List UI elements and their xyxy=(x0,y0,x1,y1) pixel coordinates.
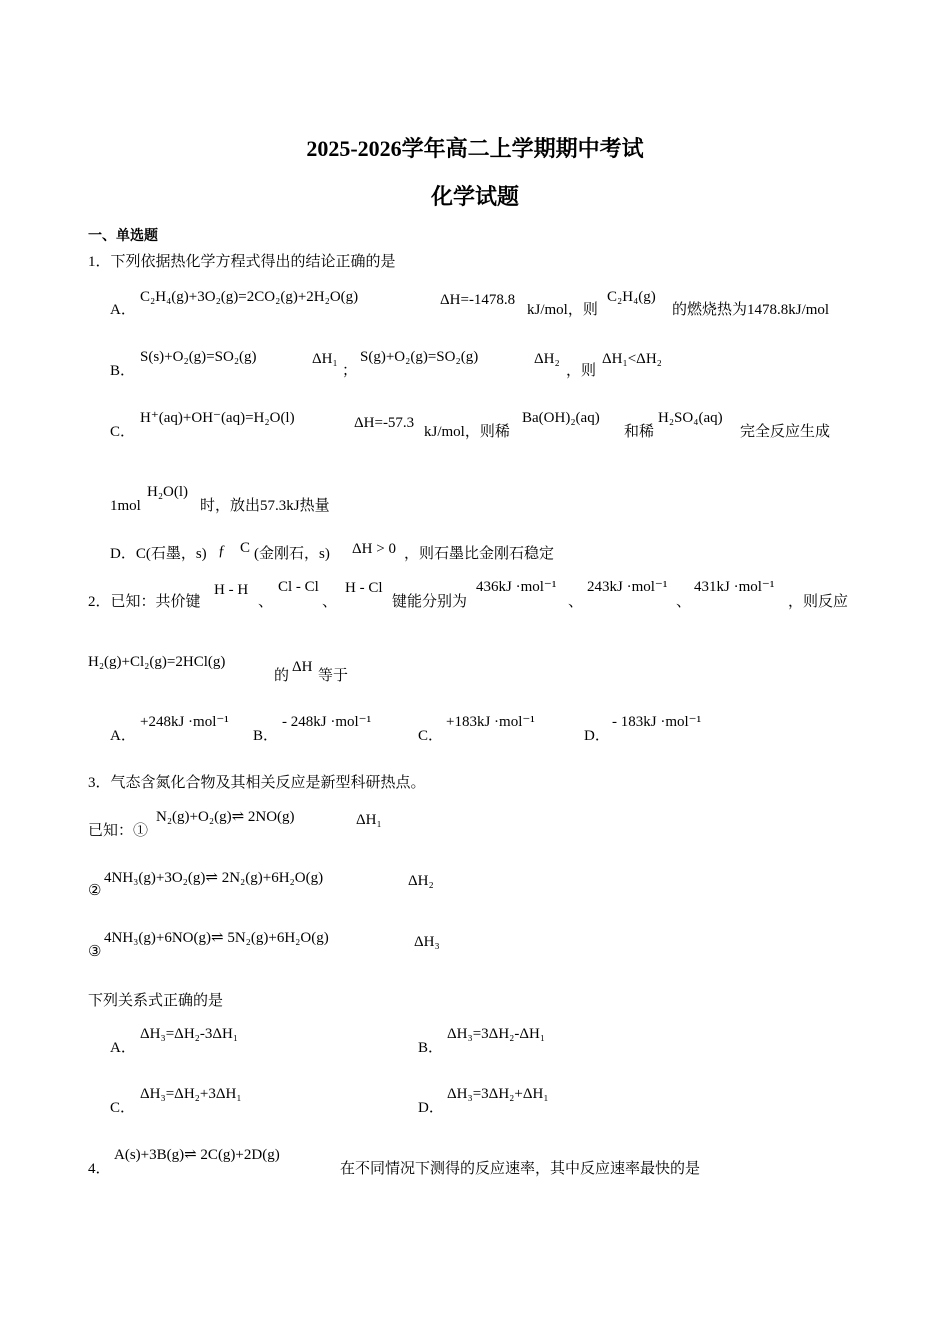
q1-d-text2: ，则石墨比金刚石稳定 xyxy=(404,546,555,562)
q2-text2: ，则反应 xyxy=(788,594,849,610)
q3-option-a-value: ΔH₃=ΔH₂-3ΔH₁ xyxy=(140,1026,239,1042)
q1-a-dh: ΔH=-1478.8 xyxy=(440,292,516,308)
section-heading: 一、单选题 xyxy=(88,229,158,244)
q3-option-d-label: D． xyxy=(418,1100,444,1116)
q3-marker2: ② xyxy=(88,883,102,899)
q2-bond3: H - Cl xyxy=(345,580,383,596)
q4-text: 在不同情况下测得的反应速率，其中反应速率最快的是 xyxy=(340,1161,701,1177)
q1-c-cont2: 时，放出57.3kJ热量 xyxy=(200,498,330,514)
q1-d-text: (金刚石，s) xyxy=(254,546,330,562)
q3-stem: 3．气态含氮化合物及其相关反应是新型科研热点。 xyxy=(88,775,426,791)
q3-option-c-value: ΔH₃=ΔH₂+3ΔH₁ xyxy=(140,1086,242,1102)
q1-b-dh2: ΔH₂ xyxy=(534,351,560,367)
q3-marker3: ③ xyxy=(88,944,102,960)
q3-reaction2: 4NH₃(g)+3O₂(g)⇌ 2N₂(g)+6H₂O(g) xyxy=(104,870,324,886)
q3-known: 已知：① xyxy=(88,823,149,839)
q3-dh3: ΔH₃ xyxy=(414,934,440,950)
equilibrium-arrow-icon: ƒ xyxy=(218,543,226,559)
q1-a-text: kJ/mol，则 xyxy=(527,302,598,318)
q3-option-b-label: B． xyxy=(418,1040,444,1056)
exam-title: 2025-2026学年高二上学期期中考试 xyxy=(306,136,644,161)
q1-d-c: C xyxy=(240,540,251,556)
q1-b-relation: ΔH₁<ΔH₂ xyxy=(602,351,662,367)
q1-b-sep: ； xyxy=(342,363,358,379)
q2-sep4: 、 xyxy=(676,594,692,610)
q2-text4: 等于 xyxy=(318,668,349,684)
q2-energy1: 436kJ ·mol⁻¹ xyxy=(476,579,557,595)
q2-sep2: 、 xyxy=(322,594,338,610)
q1-a-species: C₂H₄(g) xyxy=(607,289,656,305)
q2-option-a-label: A． xyxy=(110,728,136,744)
q1-c-equation: H⁺(aq)+OH⁻(aq)=H₂O(l) xyxy=(140,410,295,426)
q4-equation: A(s)+3B(g)⇌ 2C(g)+2D(g) xyxy=(114,1147,280,1163)
q1-option-b-label: B． xyxy=(110,363,136,379)
q1-a-equation: C₂H₄(g)+3O₂(g)=2CO₂(g)+2H₂O(g) xyxy=(140,289,359,305)
q4-number: 4． xyxy=(88,1161,111,1177)
q2-equation: H₂(g)+Cl₂(g)=2HCl(g) xyxy=(88,654,226,670)
q2-option-b-value: - 248kJ ·mol⁻¹ xyxy=(282,714,372,730)
q2-bond1: H - H xyxy=(214,582,249,598)
q1-c-species2: H₂SO₄(aq) xyxy=(658,410,723,426)
q2-text3: 的 xyxy=(274,668,290,684)
q1-c-text2: 和稀 xyxy=(624,424,655,440)
q1-b-eq2: S(g)+O₂(g)=SO₂(g) xyxy=(360,349,479,365)
q1-c-species3: H₂O(l) xyxy=(147,484,189,500)
q2-sep3: 、 xyxy=(568,594,584,610)
q2-option-d-label: D． xyxy=(584,728,610,744)
q3-reaction1: N₂(g)+O₂(g)⇌ 2NO(g) xyxy=(156,809,295,825)
q1-b-dh1: ΔH₁ xyxy=(312,351,338,367)
q2-sep1: 、 xyxy=(258,594,274,610)
q1-c-cont1: 1mol xyxy=(110,498,141,514)
q3-reaction3: 4NH₃(g)+6NO(g)⇌ 5N₂(g)+6H₂O(g) xyxy=(104,930,329,946)
q1-option-c-label: C． xyxy=(110,424,136,440)
q2-option-c-value: +183kJ ·mol⁻¹ xyxy=(446,714,535,730)
exam-subtitle: 化学试题 xyxy=(430,184,519,209)
q1-b-text: ，则 xyxy=(566,363,597,379)
q3-ask: 下列关系式正确的是 xyxy=(88,993,224,1009)
q2-option-d-value: - 183kJ ·mol⁻¹ xyxy=(612,714,702,730)
q2-option-b-label: B． xyxy=(253,728,279,744)
q2-energy2: 243kJ ·mol⁻¹ xyxy=(587,579,668,595)
q3-dh2: ΔH₂ xyxy=(408,873,434,889)
q1-b-eq1: S(s)+O₂(g)=SO₂(g) xyxy=(140,349,257,365)
q2-option-a-value: +248kJ ·mol⁻¹ xyxy=(140,714,229,730)
q1-option-d-label: D．C(石墨，s) xyxy=(110,546,207,562)
q2-energy3: 431kJ ·mol⁻¹ xyxy=(694,579,775,595)
q3-option-b-value: ΔH₃=3ΔH₂-ΔH₁ xyxy=(447,1026,546,1042)
q2-stem: 2．已知：共价键 xyxy=(88,594,201,610)
q1-c-text: kJ/mol，则稀 xyxy=(424,424,510,440)
q1-c-species1: Ba(OH)₂(aq) xyxy=(522,410,600,426)
q1-c-dh: ΔH=-57.3 xyxy=(354,415,415,431)
q3-option-d-value: ΔH₃=3ΔH₂+ΔH₁ xyxy=(447,1086,549,1102)
q3-option-a-label: A． xyxy=(110,1040,136,1056)
q2-bond2: Cl - Cl xyxy=(278,579,319,595)
q1-option-a-label: A． xyxy=(110,302,136,318)
q1-a-text2: 的燃烧热为1478.8kJ/mol xyxy=(672,302,830,318)
q1-stem: 1．下列依据热化学方程式得出的结论正确的是 xyxy=(88,254,396,270)
q1-c-text3: 完全反应生成 xyxy=(740,424,831,440)
q2-dh: ΔH xyxy=(292,659,313,675)
q2-option-c-label: C． xyxy=(418,728,444,744)
q2-text1: 键能分别为 xyxy=(392,594,468,610)
q1-d-dh: ΔH > 0 xyxy=(352,541,396,557)
q3-dh1: ΔH₁ xyxy=(356,812,382,828)
q3-option-c-label: C． xyxy=(110,1100,136,1116)
